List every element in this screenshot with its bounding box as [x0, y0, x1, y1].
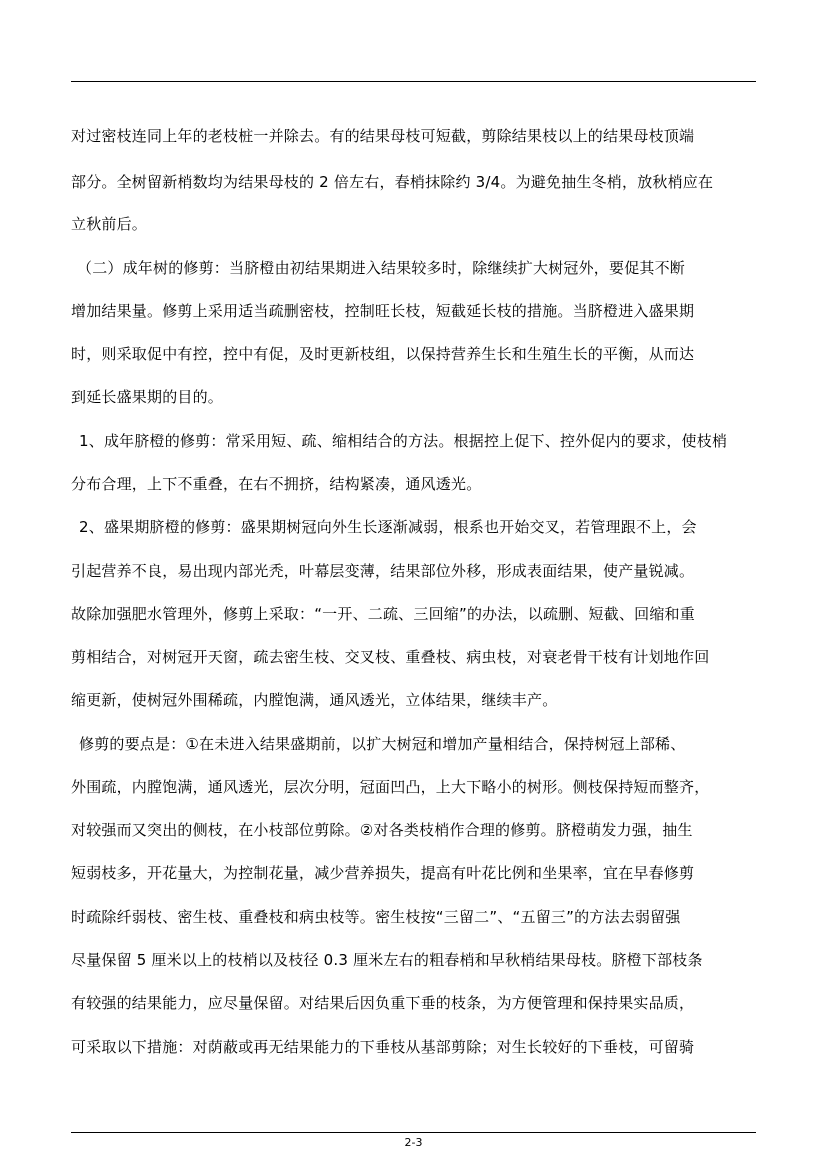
text-line: 尽量保留 5 厘米以上的枝梢以及枝径 0.3 厘米左右的粗春梢和早秋梢结果母枝。脐橙下部枝条 — [71, 951, 703, 969]
text-line: 分布合理，上下不重叠，在右不拥挤，结构紧凑，通风透光。 — [71, 475, 482, 493]
text-line: 2、盛果期脐橙的修剪：盛果期树冠向外生长逐渐减弱，根系也开始交叉，若管理跟不上，会 — [79, 518, 697, 536]
text-line: 可采取以下措施：对荫蔽或再无结果能力的下垂枝从基部剪除；对生长较好的下垂枝，可留骑 — [71, 1038, 695, 1056]
page-number: 2-3 — [404, 1136, 423, 1149]
header-rule — [71, 81, 756, 82]
text-line: 修剪的要点是：①在未进入结果盛期前，以扩大树冠和增加产量相结合，保持树冠上部稀、 — [79, 735, 686, 753]
text-line: 部分。全树留新梢数均为结果母枝的 2 倍左右，春梢抹除约 3/4。为避免抽生冬梢，放秋梢应在 — [71, 173, 714, 191]
text-line: 时疏除纤弱枝、密生枝、重叠枝和病虫枝等。密生枝按“三留二”、“五留三”的方法去弱留强 — [71, 908, 681, 926]
text-line: 时，则采取促中有控，控中有促，及时更新枝组，以保持营养生长和生殖生长的平衡，从而达 — [71, 345, 695, 363]
text-line: 外围疏，内膛饱满，通风透光，层次分明，冠面凹凸，上大下略小的树形。侧枝保持短而整齐， — [71, 778, 710, 796]
text-line: 立秋前后。 — [71, 215, 148, 233]
text-line: 到延长盛果期的目的。 — [71, 388, 224, 406]
text-line: 缩更新，使树冠外围稀疏，内膛饱满，通风透光，立体结果，继续丰产。 — [71, 691, 558, 709]
text-line: 对较强而又突出的侧枝，在小枝部位剪除。②对各类枝梢作合理的修剪。脐橙萌发力强，抽生 — [71, 821, 693, 839]
text-line: 故除加强肥水管理外，修剪上采取：“一开、二疏、三回缩”的办法，以疏删、短截、回缩和重 — [71, 605, 695, 623]
text-line: 对过密枝连同上年的老枝桩一并除去。有的结果母枝可短截，剪除结果枝以上的结果母枝顶端 — [71, 127, 695, 145]
text-line: （二）成年树的修剪：当脐橙由初结果期进入结果较多时，除继续扩大树冠外，要促其不断 — [77, 259, 686, 277]
text-line: 剪相结合，对树冠开天窗，疏去密生枝、交叉枝、重叠枝、病虫枝，对衰老骨干枝有计划地作回 — [71, 648, 710, 666]
text-line: 短弱枝多，开花量大，为控制花量，减少营养损失，提高有叶花比例和坐果率，宜在早春修剪 — [71, 864, 695, 882]
text-line: 增加结果量。修剪上采用适当疏删密枝，控制旺长枝，短截延长枝的措施。当脐橙进入盛果期 — [71, 302, 695, 320]
text-line: 引起营养不良，易出现内部光秃，叶幕层变薄，结果部位外移，形成表面结果，使产量锐减。 — [71, 562, 695, 580]
text-line: 1、成年脐橙的修剪：常采用短、疏、缩相结合的方法。根据控上促下、控外促内的要求，使枝梢 — [79, 432, 728, 450]
text-line: 有较强的结果能力，应尽量保留。对结果后因负重下垂的枝条，为方便管理和保持果实品质， — [71, 994, 695, 1012]
footer-rule — [71, 1132, 756, 1133]
